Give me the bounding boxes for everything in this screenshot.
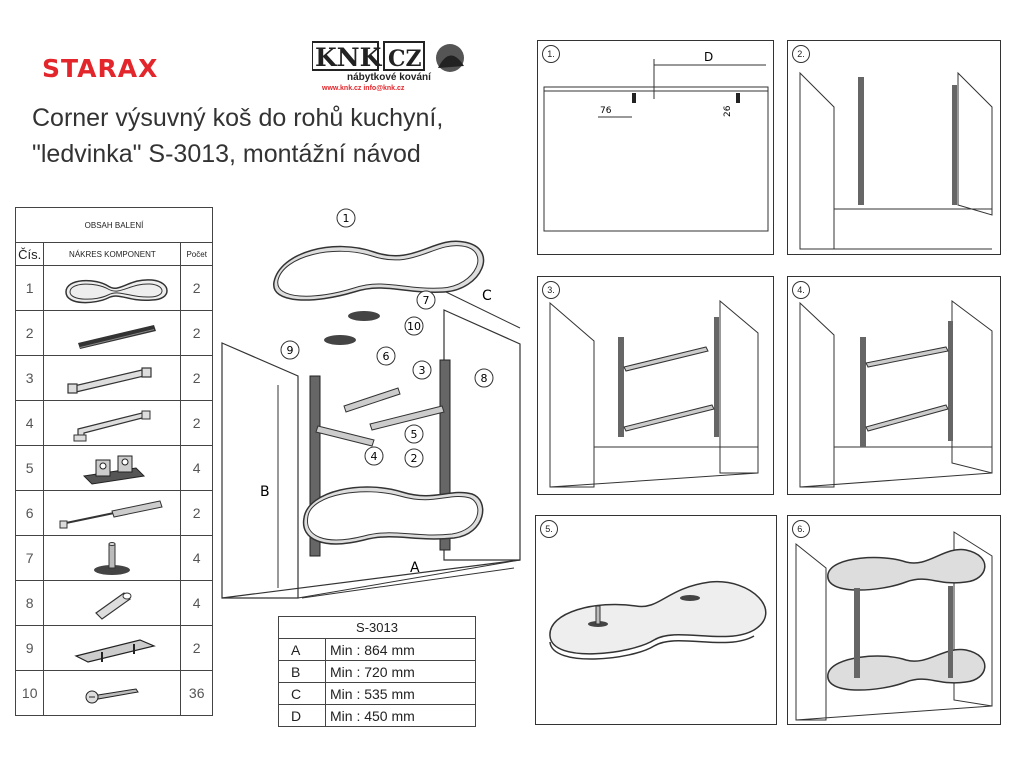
table-row [279,639,476,661]
callout-6: 6 [382,350,390,363]
table-row [279,661,476,683]
part-no: 8 [16,581,44,626]
step-5-label: 5. [540,520,558,538]
knk-logo [312,40,472,102]
table-row [16,311,213,356]
bent-arm-icon [44,401,180,445]
step-4-label: 4. [792,281,810,299]
col-header-drawing: NÁKRES KOMPONENT [44,243,181,266]
parts-table [15,207,213,716]
knk-logo-text: KNK [315,43,382,72]
step-2-panel [787,40,1001,255]
title-line-1: Corner výsuvný koš do rohů kuchyní, [32,104,444,132]
part-no: 3 [16,356,44,401]
part-no: 2 [16,311,44,356]
part-count: 4 [181,581,213,626]
main-assembly-drawing [214,200,534,610]
callout-5: 5 [410,428,418,441]
dim-d-label: D [704,50,714,64]
dims-table-header: S-3013 [279,617,476,639]
dim-b-label: B [260,484,270,500]
callout-8: 8 [480,372,488,385]
knk-subtitle: nábytkové kování [347,72,431,83]
table-row [16,266,213,311]
starax-logo: STARAX [42,54,159,83]
dim-76-label: 76 [600,106,612,116]
title-line-2: "ledvinka" S-3013, montážní návod [32,140,421,168]
step-4-panel [787,276,1001,495]
part-count: 2 [181,626,213,671]
dim-value: Min : 535 mm [326,683,476,705]
callout-7: 7 [422,294,430,307]
part-no: 6 [16,491,44,536]
table-row [16,626,213,671]
part-no: 7 [16,536,44,581]
step-6-label: 6. [792,520,810,538]
gas-damper-icon [44,491,180,535]
step-1-panel [537,40,774,255]
part-no: 5 [16,446,44,491]
table-row [16,446,213,491]
dim-value: Min : 720 mm [326,661,476,683]
part-count: 2 [181,356,213,401]
svg-text:CZ: CZ [388,46,422,72]
col-header-no: Čís. [16,243,44,266]
dim-a-line [302,568,514,598]
mounting-plate-icon [44,626,180,670]
callout-3: 3 [418,364,426,377]
table-row [16,581,213,626]
dim-key: A [279,639,326,661]
col-header-count: Počet [181,243,213,266]
parts-table-caption: OBSAH BALENÍ [16,208,213,243]
step-6-panel [787,515,1001,725]
part-count: 4 [181,446,213,491]
part-count: 4 [181,536,213,581]
dim-key: B [279,661,326,683]
table-row [279,705,476,727]
dim-key: D [279,705,326,727]
part-count: 36 [181,671,213,716]
part-count: 2 [181,401,213,446]
part-count: 2 [181,491,213,536]
dim-value: Min : 450 mm [326,705,476,727]
table-row [279,683,476,705]
table-row [16,491,213,536]
part-count: 2 [181,266,213,311]
knk-logo-graphic [312,40,472,102]
dimensions-table [278,616,476,727]
callout-4: 4 [370,450,378,463]
step-3-panel [537,276,774,495]
tray-hub-icon [44,536,180,580]
callout-9: 9 [286,344,294,357]
step-1-label: 1. [542,45,560,63]
part-count: 2 [181,311,213,356]
table-row [16,536,213,581]
dim-key: C [279,683,326,705]
part-no: 9 [16,626,44,671]
part-no: 10 [16,671,44,716]
dim-26-label: 26 [723,105,733,117]
dim-a-label: A [410,560,420,576]
document-title [32,100,512,172]
step-5-panel [535,515,777,725]
bracket-clamp-icon [44,446,180,490]
part-no: 1 [16,266,44,311]
dim-c-label: C [482,288,492,304]
basket-tray-icon [44,266,180,310]
step-3-label: 3. [542,281,560,299]
table-row [16,671,213,716]
callout-1: 1 [342,212,350,225]
knk-contact: www.knk.cz info@knk.cz [322,85,405,92]
dim-value: Min : 864 mm [326,639,476,661]
callout-2: 2 [410,452,418,465]
callout-10: 10 [407,320,421,333]
swing-arm-icon [44,356,180,400]
table-row [16,401,213,446]
step-2-label: 2. [792,45,810,63]
table-row [16,356,213,401]
rail-profile-icon [44,311,180,355]
part-no: 4 [16,401,44,446]
sleeve-icon [44,581,180,625]
screw-icon [44,671,180,715]
